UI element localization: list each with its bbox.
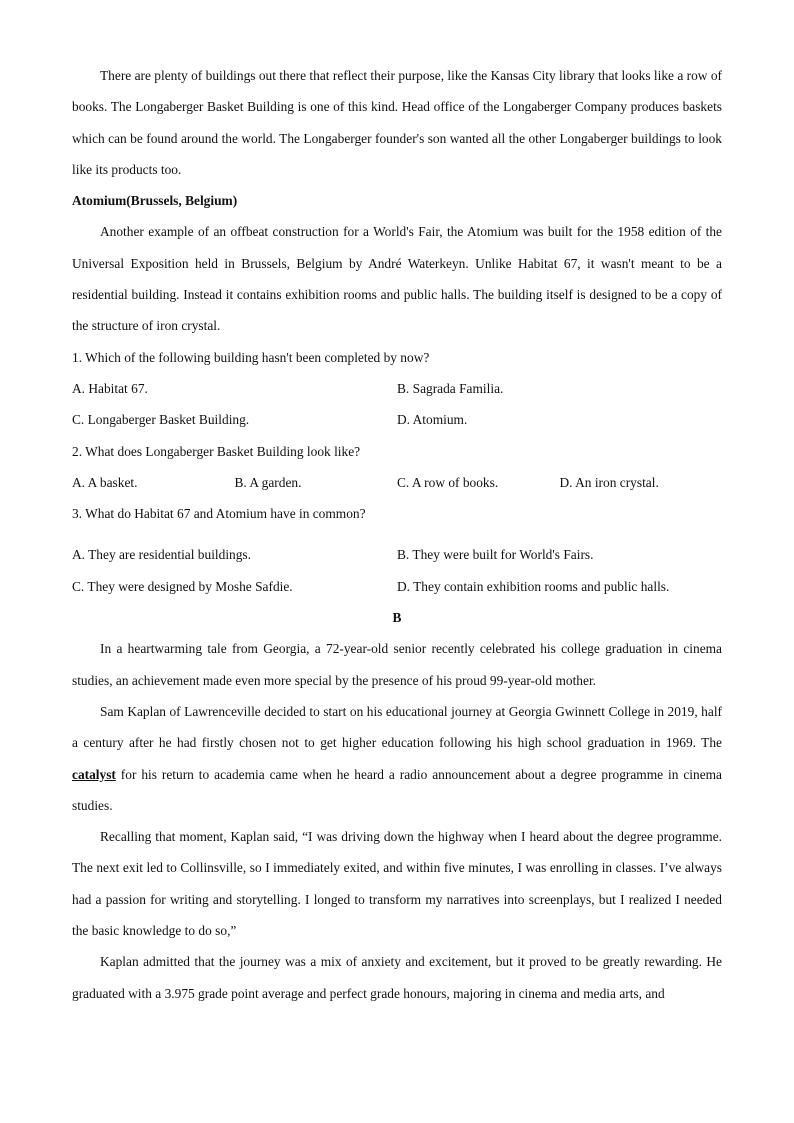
question-2	[72, 436, 722, 499]
option-d: D. They contain exhibition rooms and public halls.	[397, 578, 670, 594]
passage-b-paragraph-2	[72, 696, 722, 821]
option-c: C. A row of books.	[397, 474, 499, 490]
passage-a-paragraph-1: There are plenty of buildings out there that reflect their purpose, like the Kansas City library that looks like a row of books. The Longaberger Basket Building is one of this kind. Head office of the Longaberger Company produces baskets which can be found around the world. The Longaberger founder's son wanted all the other Longaberger buildings to look like its products too.	[72, 68, 722, 177]
options-row	[72, 404, 722, 435]
section-label-b: B	[392, 610, 402, 626]
options-row	[72, 571, 722, 602]
option-a: A. They are residential buildings.	[72, 547, 251, 563]
spacer	[72, 529, 722, 539]
option-b: B. Sagrada Familia.	[397, 380, 504, 396]
option-c: C. Longaberger Basket Building.	[72, 412, 250, 428]
option-d: D. Atomium.	[397, 412, 468, 428]
passage-a-paragraph-2: Another example of an offbeat construction for a World's Fair, the Atomium was built for the 1958 edition of the Universal Exposition held in Brussels, Belgium by André Waterkeyn. Unlike Habitat 67, it wasn't meant to be a residential building. Instead it contains exhibition rooms and public halls. The building itself is designed to be a copy of the structure of iron crystal.	[72, 224, 722, 334]
option-d: D. An iron crystal.	[559, 474, 659, 490]
document-page	[72, 60, 722, 1009]
question-stem: 3. What do Habitat 67 and Atomium have in common?	[72, 506, 366, 522]
text-run: for his return to academia came when he heard a radio announcement about a degree programme in cinema studies.	[72, 766, 722, 813]
question-stem: 1. Which of the following building hasn't been completed by now?	[72, 349, 430, 365]
option-c: C. They were designed by Moshe Safdie.	[72, 578, 293, 594]
passage-b-paragraph-1: In a heartwarming tale from Georgia, a 72-year-old senior recently celebrated his college graduation in cinema studies, an achievement made even more special by the presence of his proud 99-year-old mother.	[72, 641, 722, 688]
question-3	[72, 498, 722, 602]
options-row	[72, 467, 722, 498]
passage-b-paragraph-4: Kaplan admitted that the journey was a mix of anxiety and excitement, but it proved to be greatly rewarding. He graduated with a 3.975 grade point average and perfect grade honours, majoring in cinema and media arts, and	[72, 954, 722, 1001]
question-1	[72, 342, 722, 436]
section-heading-atomium: Atomium(Brussels, Belgium)	[72, 193, 238, 209]
text-run: Sam Kaplan of Lawrenceville decided to start on his educational journey at Georgia Gwinnett College in 2019, half a century after he had firstly chosen not to get higher education following his high school graduation in 1969. The	[72, 703, 722, 751]
option-a: A. Habitat 67.	[72, 380, 148, 396]
keyword-catalyst: catalyst	[72, 766, 116, 782]
options-row	[72, 539, 722, 570]
option-a: A. A basket.	[72, 474, 138, 490]
options-row	[72, 373, 722, 404]
option-b: B. They were built for World's Fairs.	[397, 547, 594, 563]
passage-b-paragraph-3: Recalling that moment, Kaplan said, “I was driving down the highway when I heard about the degree programme. The next exit led to Collinsville, so I immediately exited, and within five minutes, I was enrolling in classes. I’ve always had a passion for writing and storytelling. I longed to transform my narratives into screenplays, but I realized I needed the basic knowledge to do so,”	[72, 829, 722, 939]
question-stem: 2. What does Longaberger Basket Building look like?	[72, 443, 361, 459]
option-b: B. A garden.	[234, 474, 302, 490]
